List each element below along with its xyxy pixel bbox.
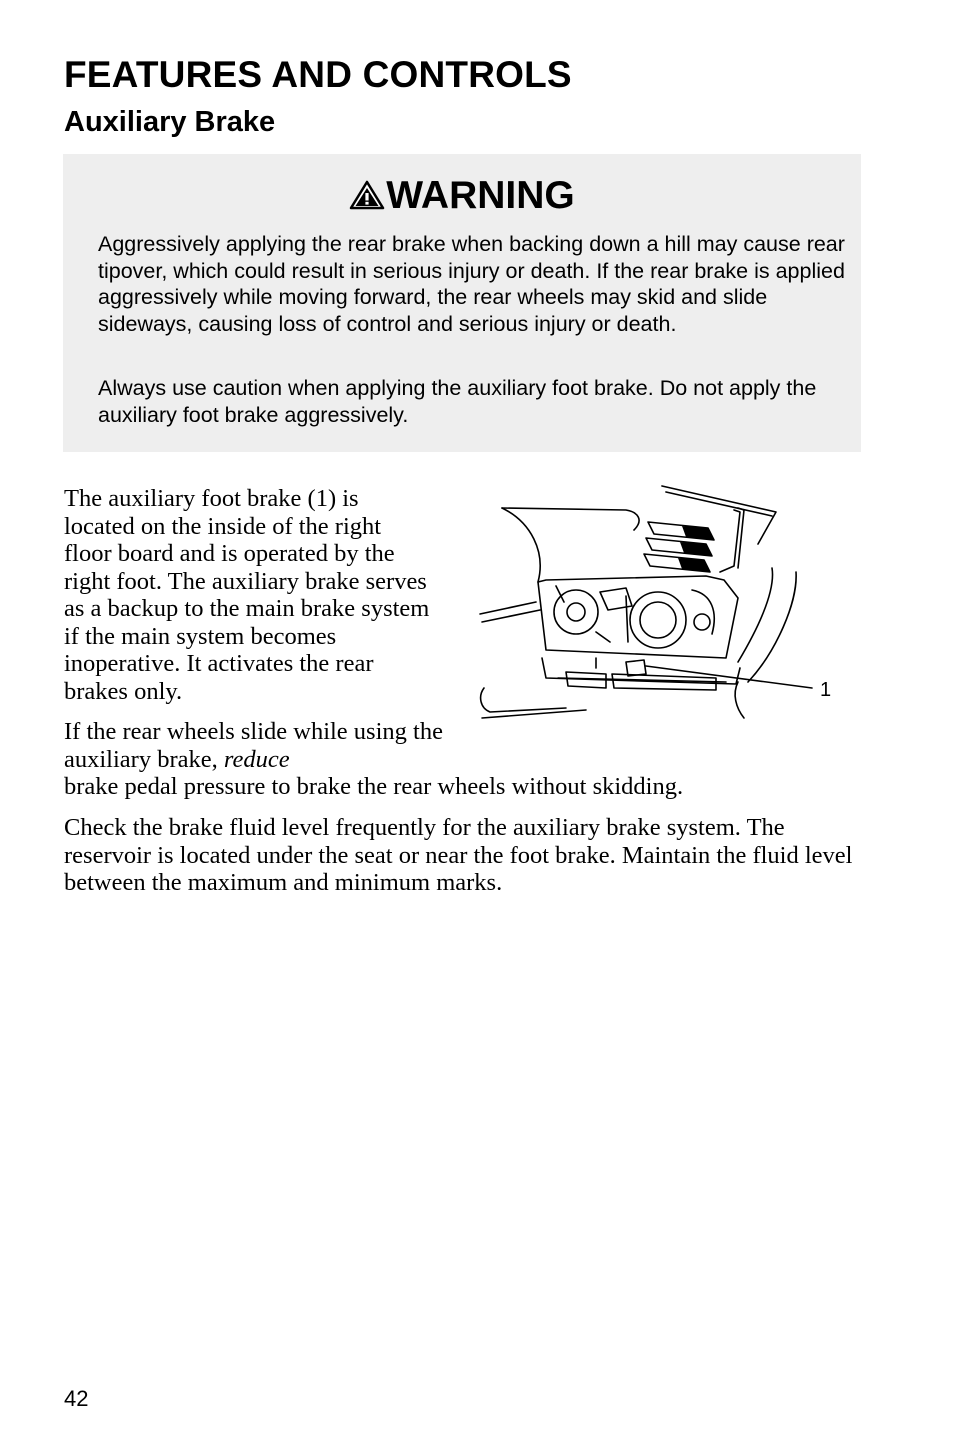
body-paragraph-2-start (64, 718, 464, 773)
warning-paragraph-2: Always use caution when applying the auxiliary foot brake. Do not apply the auxiliary foot brake aggressively. (98, 376, 817, 427)
para2-emphasis: reduce (223, 745, 290, 773)
para2-text: If the rear wheels slide while using the auxiliary brake, (64, 718, 443, 773)
warning-heading (63, 176, 861, 215)
foot-brake-illustration (476, 482, 846, 728)
subsection-title: Auxiliary Brake (64, 106, 276, 138)
warning-paragraph-1: Aggressively applying the rear brake when backing down a hill may cause rear tipover, which could result in serious injury or death. If the rear brake is applied aggressively while moving forward, the rear wheels may skid and slide sideways, causing loss of control and serious injury or death. (98, 232, 845, 336)
page-number: 42 (64, 1386, 89, 1411)
body-paragraph-1: The auxiliary foot brake (1) is located on the inside of the right floor board and is operated by the right foot. The auxiliary brake serves as a backup to the main brake system if the main system becomes inoperative. It activates the rear brakes only. (64, 485, 430, 705)
warning-triangle-icon (349, 180, 385, 210)
warning-heading-text: WARNING (386, 174, 575, 217)
body-paragraph-2-end: brake pedal pressure to brake the rear wheels without skidding. (64, 773, 684, 800)
callout-label: 1 (820, 679, 832, 701)
warning-box (63, 154, 861, 452)
body-paragraph-3: Check the brake fluid level frequently for the auxiliary brake system. The reservoir is located under the seat or near the foot brake. Maintain the fluid level between the maximum and minimum marks. (64, 814, 853, 896)
section-title: FEATURES AND CONTROLS (64, 54, 572, 95)
